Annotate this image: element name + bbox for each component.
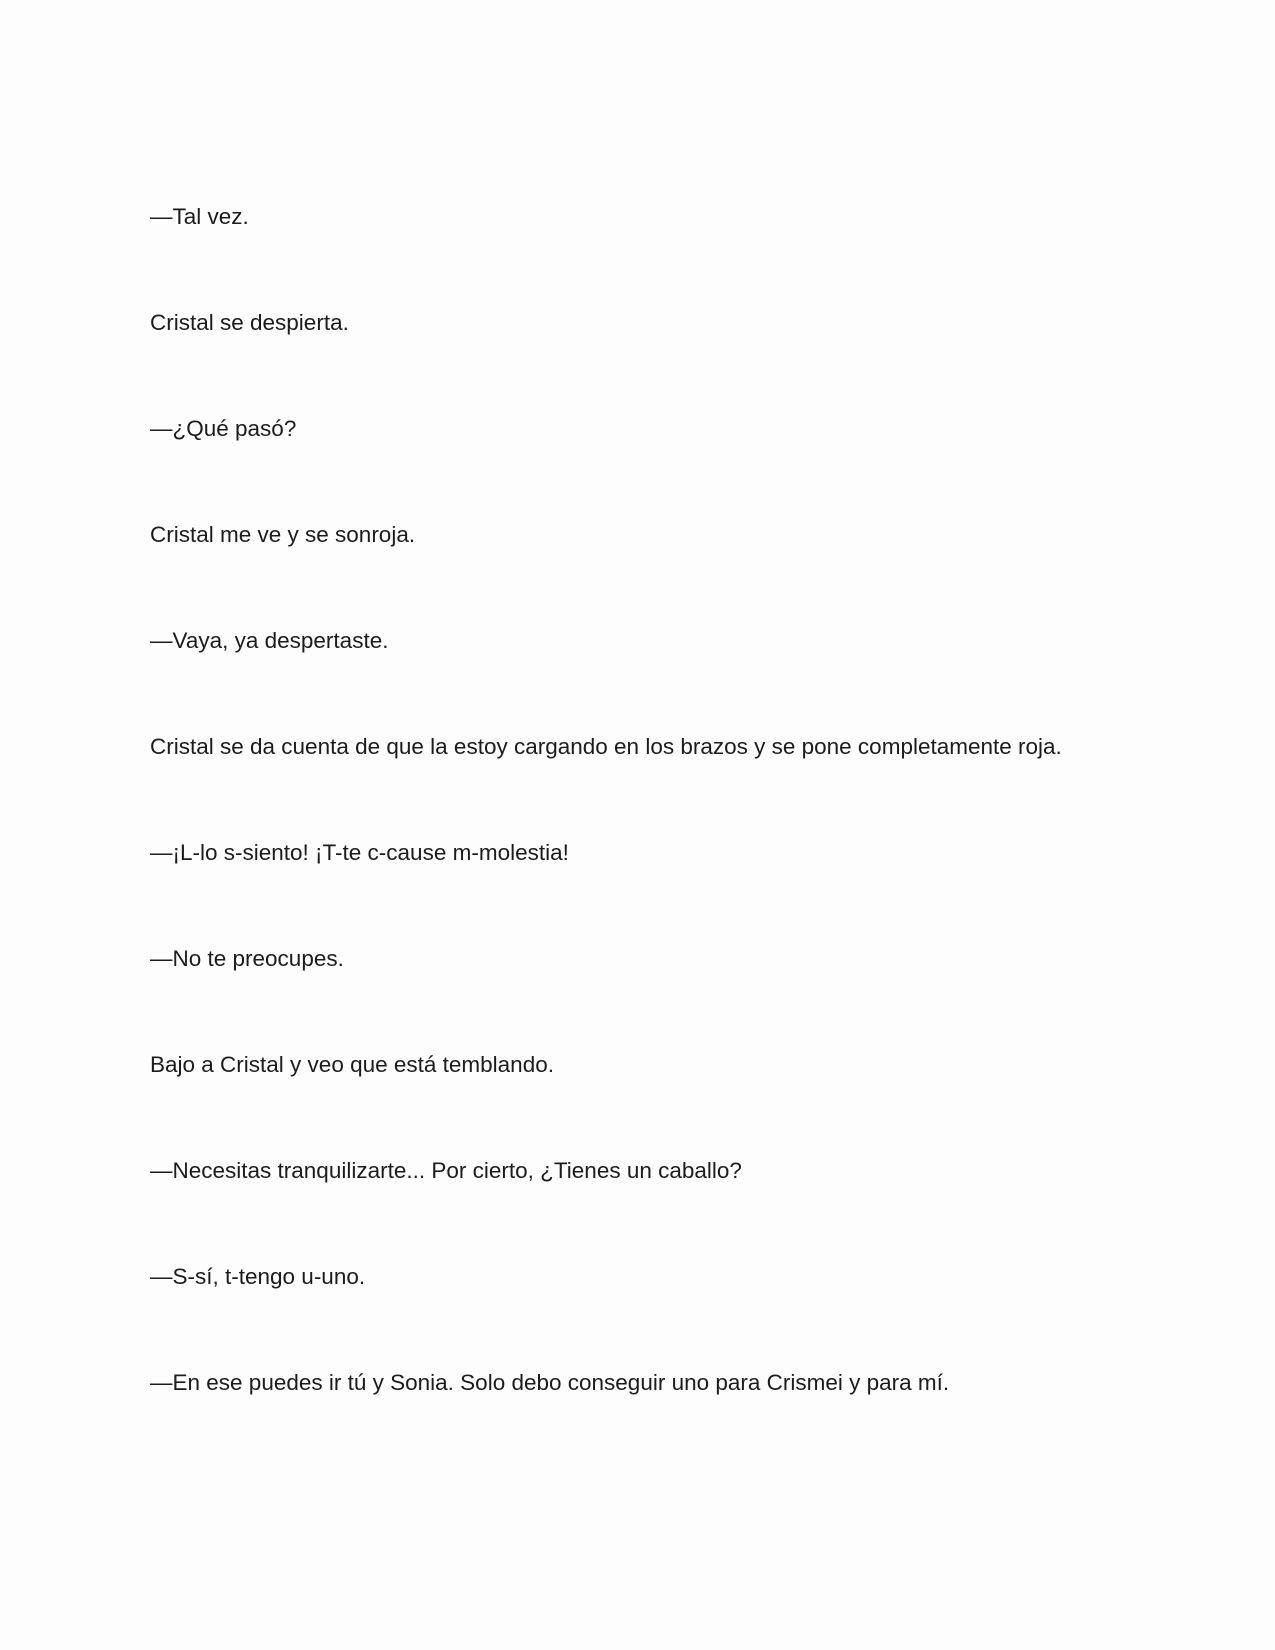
paragraph: —Tal vez. [150,204,249,229]
paragraph: Cristal me ve y se sonroja. [150,522,416,547]
paragraph: —S-sí, t-tengo u-uno. [150,1264,366,1289]
paragraph: —No te preocupes. [150,946,344,971]
paragraph: Bajo a Cristal y veo que está temblando. [150,1052,554,1077]
paragraph: —¿Qué pasó? [150,416,297,441]
paragraph: —¡L-lo s-siento! ¡T-te c-cause m-molestia! [150,840,569,865]
paragraph: Cristal se despierta. [150,310,349,335]
paragraph: —En ese puedes ir tú y Sonia. Solo debo conseguir uno para Crismei y para mí. [150,1370,950,1395]
paragraph: —Vaya, ya despertaste. [150,628,389,653]
paragraph: —Necesitas tranquilizarte... Por cierto, ¿Tienes un caballo? [150,1158,742,1183]
paragraph: Cristal se da cuenta de que la estoy cargando en los brazos y se pone completamente roja. [150,734,1062,759]
